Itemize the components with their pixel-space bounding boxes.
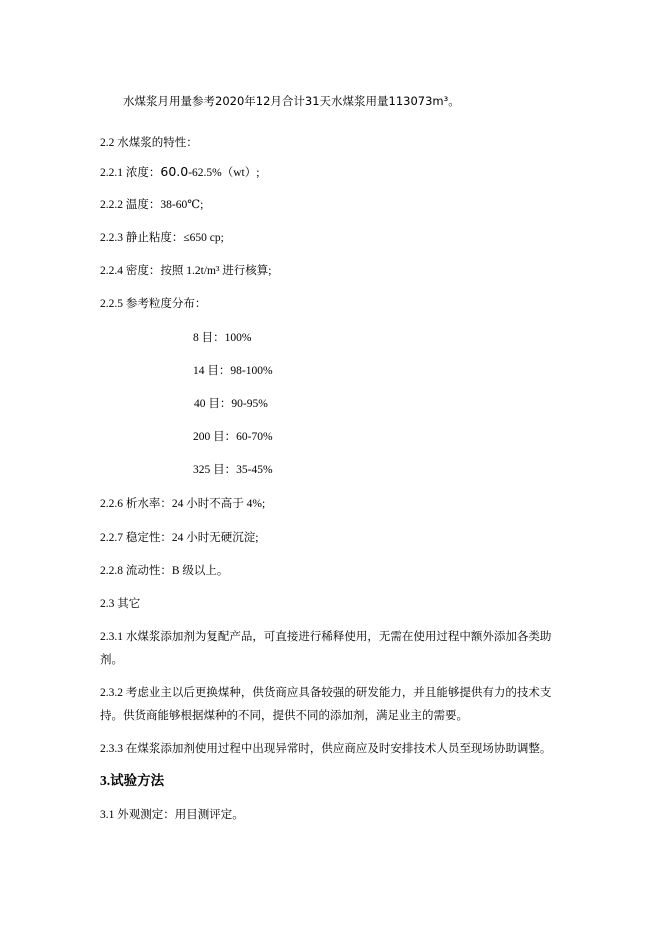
stability-line: 2.2.7 稳定性：24 小时无硬沉淀; [100, 532, 259, 544]
fluidity-line: 2.2.8 流动性：B 级以上。 [100, 565, 229, 577]
section-2-2-heading: 2.2 水煤浆的特性： [100, 137, 198, 149]
paragraph-2-3-3: 2.3.3 在煤浆添加剂使用过程中出现异常时，供应商应及时安排技术人员至现场协助调整。 [100, 743, 552, 755]
size-item: 8 目：100% [193, 332, 252, 344]
paragraph-2-3-2: 2.3.2 考虑业主以后更换煤种，供货商应具备较强的研发能力，并且能够提供有力的技术支持。供货商能够根据煤种的不同，提供不同的添加剂，满足业主的需要。 [100, 687, 552, 722]
viscosity-line: 2.2.3 静止粘度：≤650 cp; [100, 232, 224, 244]
concentration-value: 60.0 [160, 164, 189, 179]
intro-paragraph: 水煤浆月用量参考2020年12月合计31天水煤浆用量113073m³。 [123, 94, 460, 108]
concentration-line [100, 165, 259, 180]
size-item: 40 目：90-95% [194, 398, 268, 410]
paragraph-2-3-1: 2.3.1 水煤浆添加剂为复配产品，可直接进行稀释使用，无需在使用过程中额外添加各类助剂。 [100, 631, 552, 666]
concentration-label: 2.2.1 浓度： [100, 167, 161, 179]
section-2-3-heading: 2.3 其它 [100, 598, 141, 610]
size-item: 200 目：60-70% [193, 431, 273, 443]
section-3-heading: 3.试验方法 [100, 773, 165, 788]
density-line: 2.2.4 密度：按照 1.2t/m³ 进行核算; [100, 265, 272, 277]
particle-size-heading: 2.2.5 参考粒度分布： [100, 298, 207, 310]
temperature-line: 2.2.2 温度：38-60℃; [100, 199, 204, 211]
concentration-suffix: -62.5%（wt）; [188, 167, 260, 179]
size-item: 325 目：35-45% [193, 464, 273, 476]
water-separation-line: 2.2.6 析水率：24 小时不高于 4%; [100, 498, 266, 510]
paragraph-3-1: 3.1 外观测定：用目测评定。 [100, 809, 244, 821]
size-item: 14 目：98-100% [193, 365, 273, 377]
